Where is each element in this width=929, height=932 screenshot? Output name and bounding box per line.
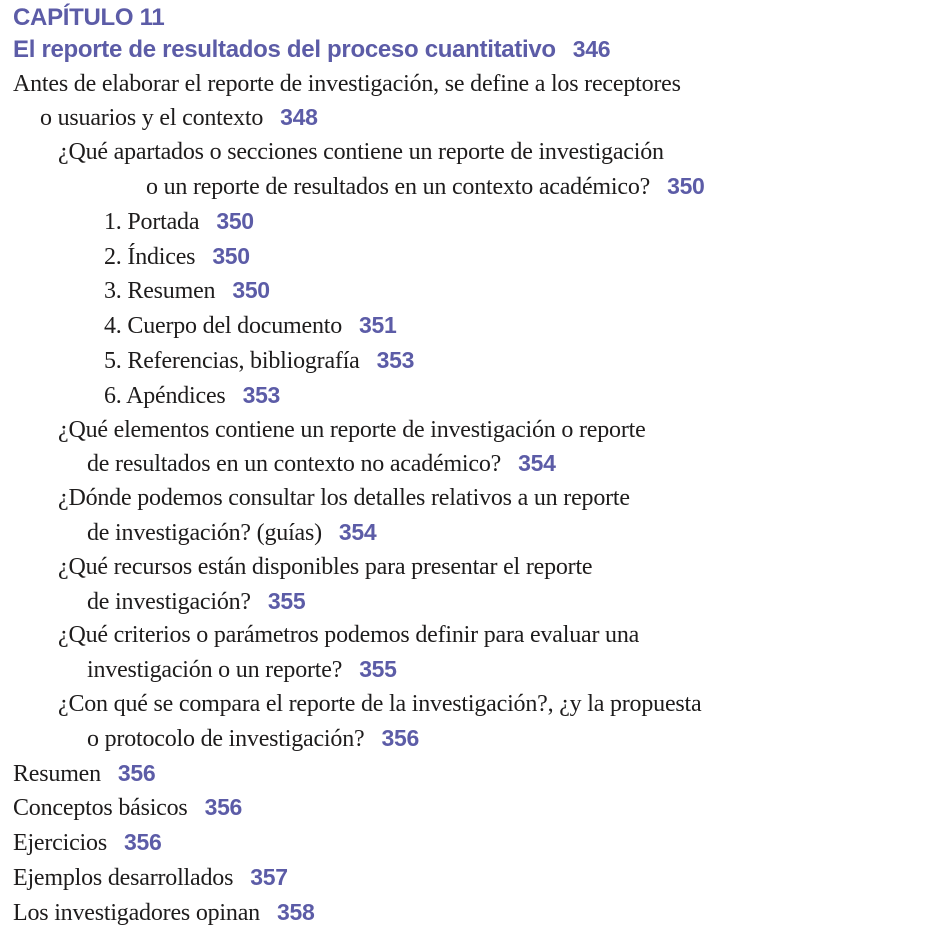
toc-page-number: 351 [359,312,397,339]
toc-page-number: 350 [216,207,254,234]
toc-entry-text: Resumen [13,760,101,787]
chapter-title-line [0,34,929,69]
toc-entry-text: o protocolo de investigación? [87,725,365,752]
toc-entry [0,69,929,103]
toc-entry-text: 3. Resumen [104,278,216,305]
toc-entry [0,310,929,345]
toc-entry [0,723,929,758]
toc-entry-text: ¿Dónde podemos consultar los detalles relativos a un reporte [58,485,630,512]
toc-page-number: 350 [667,172,705,199]
toc-entry-text: o un reporte de resultados en un contexto académico? [146,173,651,200]
toc-page-number: 356 [123,829,162,856]
toc-page-number: 353 [376,346,415,373]
toc-entry [0,862,929,897]
toc-entry [0,275,929,310]
toc-entry-text: Ejercicios [13,830,107,857]
toc-entry [0,171,929,206]
toc-entries [0,69,929,932]
toc-page-number: 356 [381,724,419,751]
toc-entry-text: ¿Qué elementos contiene un reporte de investigación o reporte [58,416,646,443]
chapter-title: El reporte de resultados del proceso cuantitativo [13,35,556,63]
toc-entry-text: 2. Índices [104,243,196,270]
toc-page-number: 356 [117,759,156,786]
toc-page-number: 355 [267,587,306,614]
toc-entry-text: Ejemplos desarrollados [13,864,234,891]
toc-page-number: 356 [204,794,243,821]
toc-entry [0,483,929,517]
toc-entry [0,241,929,276]
toc-entry-text: ¿Con qué se compara el reporte de la investigación?, ¿y la propuesta [58,690,702,717]
chapter-label: CAPÍTULO 11 [13,4,165,31]
toc-entry-text: de investigación? [87,588,251,615]
toc-entry [0,102,929,137]
toc-entry-text: o usuarios y el contexto [40,105,264,132]
toc-entry [0,380,929,415]
toc-entry-text: 1. Portada [104,208,200,235]
toc-page-number: 357 [250,863,288,890]
toc-page-number: 350 [212,242,250,269]
toc-entry [0,206,929,241]
toc-entry [0,586,929,621]
toc-page-number: 353 [242,381,281,408]
toc-entry [0,517,929,552]
toc-entry-text: Los investigadores opinan [13,899,260,926]
toc-page-number: 358 [276,898,315,925]
toc-entry [0,758,929,793]
toc-page-number: 354 [518,450,556,477]
toc-page-number: 350 [232,277,270,304]
toc-entry [0,345,929,380]
toc-entry [0,448,929,483]
toc-entry-text: de resultados en un contexto no académico? [87,451,502,478]
toc-entry-text: 4. Cuerpo del documento [104,313,343,340]
toc-entry [0,827,929,862]
toc-entry-text: ¿Qué criterios o parámetros podemos definir para evaluar una [58,622,640,649]
chapter-page-number: 346 [572,35,611,62]
toc-entry [0,654,929,689]
toc-entry-text: ¿Qué recursos están disponibles para presentar el reporte [58,553,593,580]
toc-entry [0,552,929,586]
toc-entry-text: investigación o un reporte? [87,657,343,684]
toc-page-number: 354 [338,518,377,545]
toc-entry [0,897,929,932]
toc-entry [0,689,929,723]
toc-entry [0,792,929,827]
toc-entry-text: 6. Apéndices [104,382,226,409]
toc-entry [0,137,929,171]
toc-entry-text: de investigación? (guías) [87,519,322,546]
toc-page-number: 355 [359,656,397,683]
toc-entry-text: 5. Referencias, bibliografía [104,347,360,374]
toc-entry-text: Antes de elaborar el reporte de investigación, se define a los receptores [13,70,681,97]
toc-entry [0,415,929,449]
toc-entry-text: Conceptos básicos [13,795,188,822]
toc-entry [0,620,929,654]
toc-page-number: 348 [280,104,318,131]
toc-entry-text: ¿Qué apartados o secciones contiene un reporte de investigación [58,139,664,166]
